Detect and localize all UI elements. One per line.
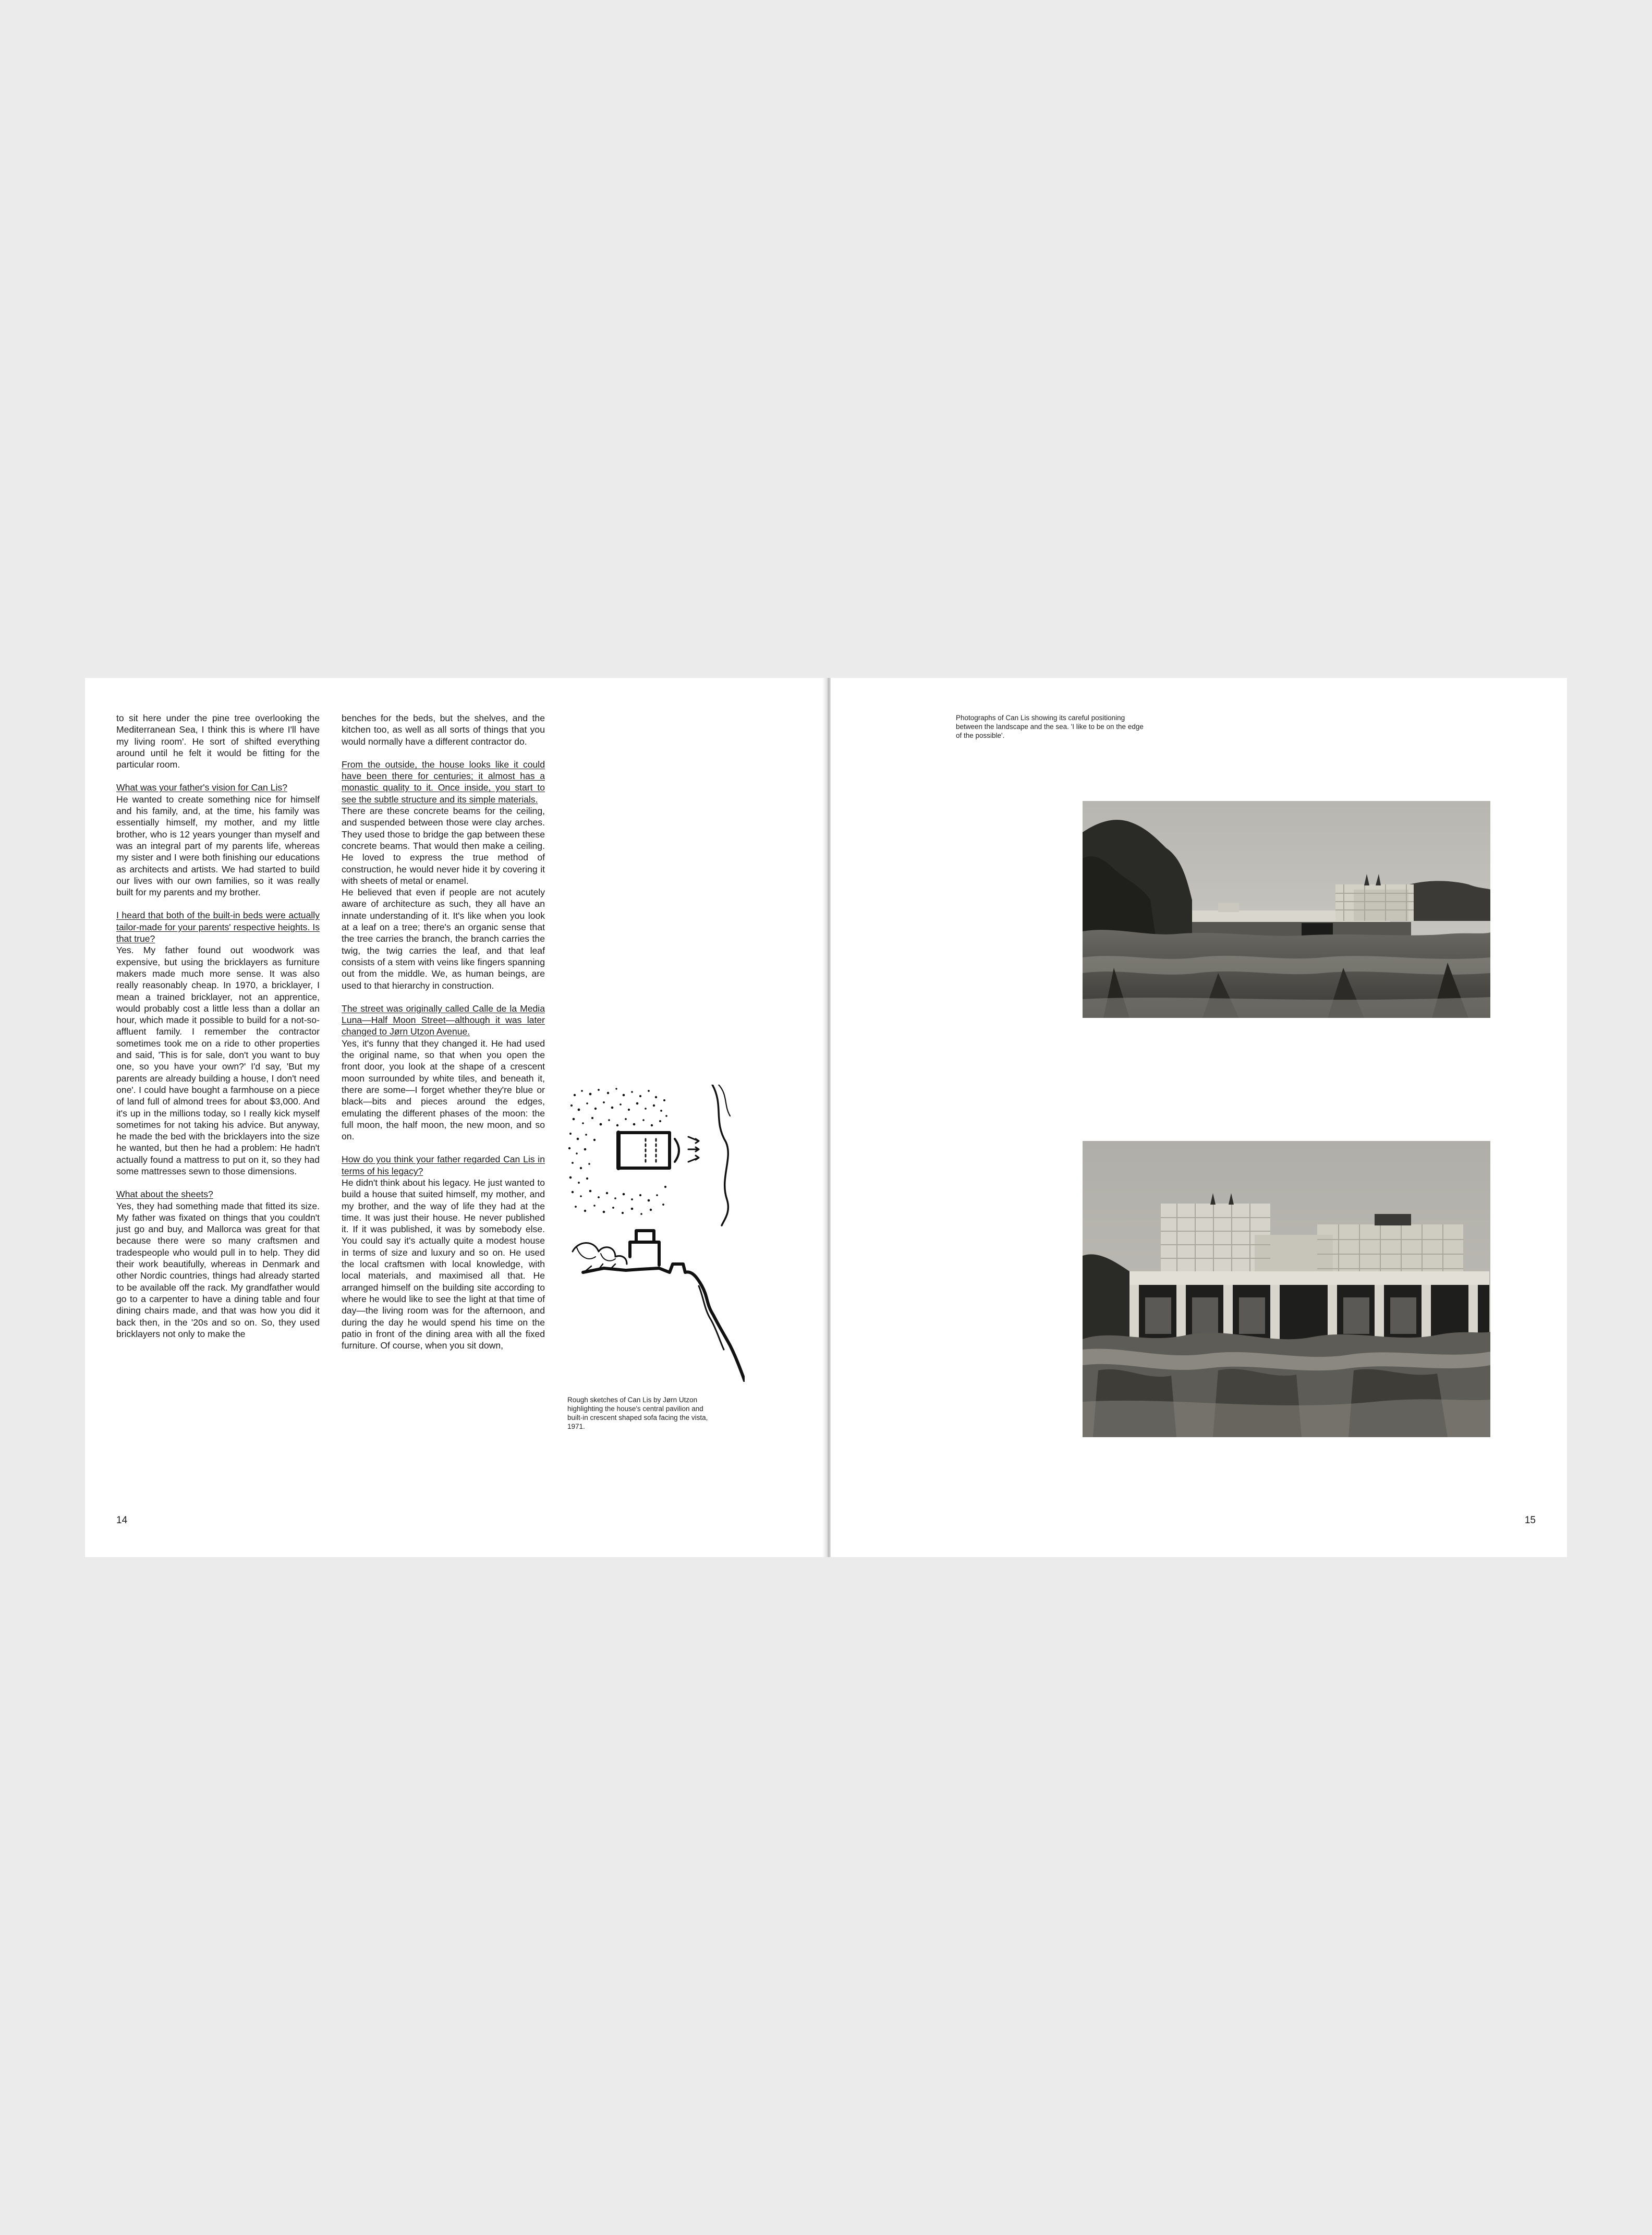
text-column-1 [116,712,320,1340]
interview-question: The street was originally called Calle de la Media Luna—Half Moon Street—although it was later changed to Jørn Utzon Avenue. [342,1003,545,1037]
interview-answer: Yes, they had something made that fitted its size. My father was fixated on things that you couldn't just go and buy, and Mallorca was great for that because there were so many craftsmen and tradespeople who would pull in to help. They did their work beautifully, whereas in Denmark and other Nordic countries, things had already started to be available off the rack. My grandfather would go to a carpenter to have a dining table and four dining chairs made, and that was how you did it back then, in the '20s and so on. So, they used bricklayers not only to make the [116,1200,320,1339]
text-column-2 [342,712,545,1351]
interview-answer: He didn't think about his legacy. He just wanted to build a house that suited himself, my mother, and my brother, and the way of life they had at the time. It was just their house. He never published it. If it was published, it was by somebody else. You could say it's actually quite a modest house in terms of size and luxury and so on. He used the local craftsmen with local knowledge, with local materials, and maximised all that. He arranged himself on the building site according to where he would like to see the light at that time of day—the living room was for the afternoon, and during the day he would spend his time on the patio in front of the dining area with all the fixed furniture. Of course, when you sit down, [342,1177,545,1351]
interview-answer: He believed that even if people are not acutely aware of architecture as such, they all have an innate understanding of it. It's like when you look at a leaf on a tree; there's an organic sense that the tree carries the branch, the branch carries the twig, the twig carries the leaf, and that leaf consists of a stem with veins like fingers spanning out from the middle. We, as human beings, are used to that hierarchy in construction. [342,887,545,991]
page-number-right: 15 [1524,1515,1536,1526]
interview-answer: benches for the beds, but the shelves, and the kitchen too, as well as all sorts of things that you would normally have a different contractor do. [342,713,545,747]
page-number-left: 14 [116,1515,128,1526]
interview-answer: There are these concrete beams for the ceiling, and suspended between those were clay arches. They used those to bridge the gap between these concrete beams. That would then make a ceiling. He loved to express the true method of construction, he would never hide it by covering it with sheets of metal or enamel. [342,806,545,886]
interview-question: What about the sheets? [116,1189,213,1200]
interview-answer: He wanted to create something nice for himself and his family, and, at the time, his family was essentially himself, my mother, and my little brother, who is 12 years younger than myself and was an integral part of my parents life, whereas my sister and I were both finishing our educations as architects and artists. We had started to build our lives with our own families, so it was really built for my parents and my brother. [116,794,320,898]
right-page [831,678,1567,1557]
interview-answer: Yes, it's funny that they changed it. He had used the original name, so that when you open the front door, you look at the shape of a crescent moon surrounded by white tiles, and beneath it, there are some—I forget whether they're blue or black—bits and pieces around the edges, emulating the different phases of the moon: the full moon, the half moon, the new moon, and so on. [342,1038,545,1142]
architectural-sketch [567,1085,745,1382]
interview-question: From the outside, the house looks like it could have been there for centuries; it almost has a monastic quality to it. Once inside, you start to see the subtle structure and its simple materials. [342,759,545,805]
book-spread [85,678,1567,1557]
interview-question: What was your father's vision for Can Lis? [116,782,288,793]
interview-answer: Yes. My father found out woodwork was expensive, but using the bricklayers as furniture makers made much more sense. It was also really reasonably cheap. In 1970, a bricklayer, I mean a trained bricklayer, not an apprentice, would probably cost a little less than a dollar an hour, which made it possible to build for a not-so-affluent family. I remember the contractor sometimes took me on a ride to other properties and said, 'This is for sale, don't you want to buy one, so you have your own?' I'd say, 'But my parents are already building a house, I don't need one'. I could have bought a farmhouse on a piece of land full of almond trees for about $3,000. And it's up in the millions today, so I really kick myself sometimes for not taking his advice. But anyway, he made the bed with the bricklayers into the size he wanted, but then he had a problem: He hadn't actually found a mattress to put on it, so they had some mattresses sewn to those dimensions. [116,945,320,1176]
photo-can-lis-cliff [1083,801,1490,1018]
photo-caption: Photographs of Can Lis showing its careful positioning between the landscape and the sea. 'I like to be on the edge of the possible'. [956,714,1144,739]
photo-can-lis-facade [1083,1141,1490,1437]
interview-question: I heard that both of the built-in beds were actually tailor-made for your parents' respective heights. Is that true? [116,910,320,944]
interview-answer: to sit here under the pine tree overlooking the Mediterranean Sea, I think this is where I'll have my living room'. He sort of shifted everything around until he felt it would be fitting for the particular room. [116,713,320,770]
interview-question: How do you think your father regarded Can Lis in terms of his legacy? [342,1154,545,1176]
sketch-caption: Rough sketches of Can Lis by Jørn Utzon highlighting the house's central pavilion and built-in crescent shaped sofa facing the vista, 1971. [567,1396,708,1430]
left-page [85,678,826,1557]
